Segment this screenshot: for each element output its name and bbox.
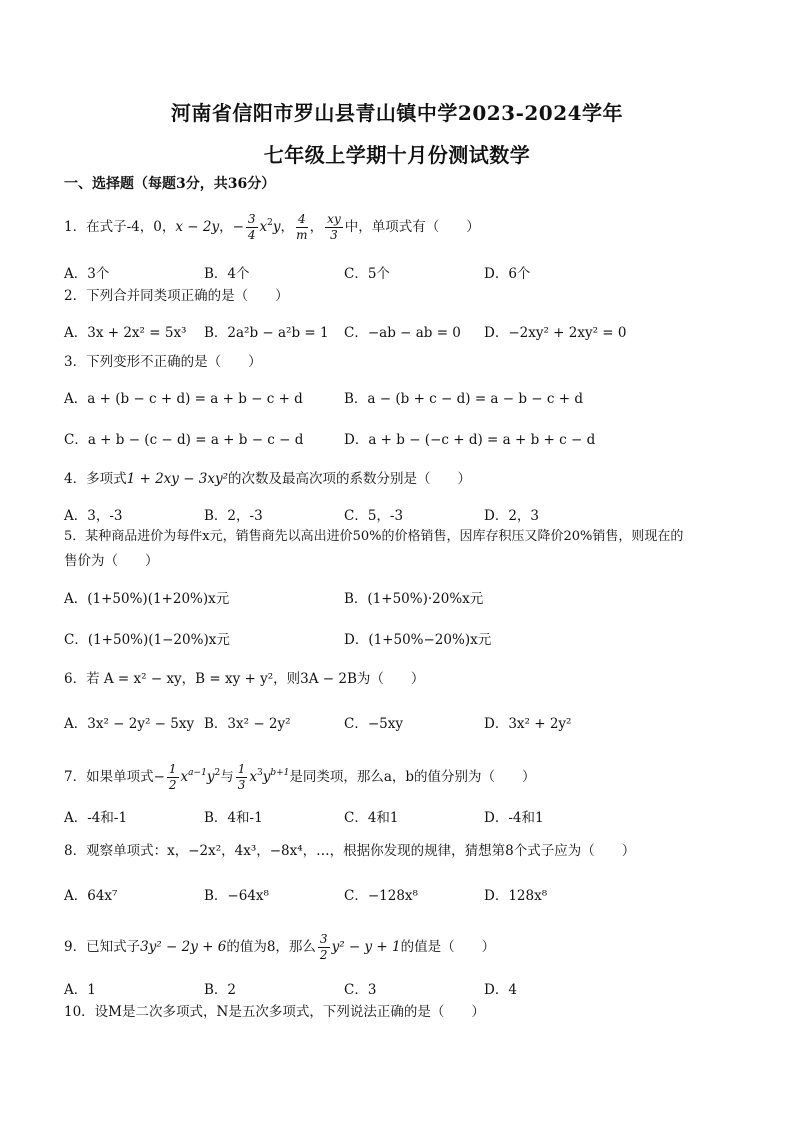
question-5-line-1: 5．某种商品进价为每件x元，销售商先以高出进价50%的价格销售，因库存积压又降价20%销售，则现在的 [64, 529, 684, 544]
title-line-1: 河南省信阳市罗山县青山镇中学2023-2024学年 [170, 101, 624, 125]
q1-expr-1: x − 2y [175, 219, 220, 235]
q8-option-a: A．64x⁷ [64, 888, 118, 904]
q1-fraction-1: $\frac{3}{4}$ [247, 212, 256, 242]
q2-option-b: B．2a²b − a²b = 1 [204, 325, 329, 341]
q4-expr: 1 + 2xy − 3xy² [126, 471, 229, 487]
q4-option-a: A．3，-3 [64, 508, 123, 524]
q1-option-a: A．3个 [64, 266, 110, 282]
question-4: 4．多项式1 + 2xy − 3xy²的次数及最高次项的系数分别是（ ） [64, 471, 472, 487]
q5-option-d: D．(1+50%−20%)x元 [344, 632, 492, 648]
section-heading: 一、选择题（每题3分，共36分） [64, 176, 276, 192]
q1-prefix: 1．在式子-4，0， [64, 219, 176, 235]
q5-option-b: B．(1+50%)·20%x元 [344, 591, 484, 607]
q7-fraction-1: $\frac{1}{2}$ [168, 762, 177, 792]
q4-option-b: B．2，-3 [204, 508, 263, 524]
title-line-2: 七年级上学期十月份测试数学 [263, 143, 531, 167]
question-10: 10．设M是二次多项式，N是五次多项式，下列说法正确的是（ ） [64, 1004, 485, 1020]
q6-option-b: B．3x² − 2y² [204, 716, 291, 732]
q4-option-d: D．2，3 [484, 508, 540, 524]
q7-option-b: B．4和-1 [204, 810, 263, 826]
q5-option-a: A．(1+50%)(1+20%)x元 [64, 591, 230, 607]
q9-expr-1: 3y² − 2y + 6 [140, 939, 227, 955]
question-2: 2．下列合并同类项正确的是（ ） [64, 288, 289, 304]
q1-expr-2: $x^2y$ [259, 218, 281, 235]
q9-option-a: A．1 [64, 982, 96, 998]
q3-option-b: B．a − (b + c − d) = a − b − c + d [344, 391, 583, 407]
q9-option-d: D．4 [484, 982, 517, 998]
question-1: 1．在式子-4，0，x − 2y，− $\frac{3}{4}$ $x^2y$， $\frac{4}{m}$ ， $\frac{xy}{3}$ 中，单项式有（ ） [64, 212, 480, 242]
q1-fraction-3: $\frac{xy}{3}$ [327, 212, 341, 242]
q1-fraction-2: $\frac{4}{m}$ [296, 212, 308, 242]
question-3: 3．下列变形不正确的是（ ） [64, 354, 262, 370]
q7-option-c: C．4和1 [344, 810, 399, 826]
q6-option-a: A．3x² − 2y² − 5xy [64, 716, 195, 732]
q4-option-c: C．5，-3 [344, 508, 404, 524]
question-7: 7．如果单项式− $\frac{1}{2}$ $x^{a-1}y^2$与 $\frac{1}{3}$ $x^3y^{b+1}$是同类项，那么a，b的值分别为（ ） [64, 762, 536, 792]
q1-option-d: D．6个 [484, 266, 531, 282]
q6-option-c: C．−5xy [344, 716, 403, 732]
q5-option-c: C．(1+50%)(1−20%)x元 [64, 632, 230, 648]
q9-option-c: C．3 [344, 982, 377, 998]
q2-option-a: A．3x + 2x² = 5x³ [64, 325, 187, 341]
q3-option-d: D．a + b − (−c + d) = a + b + c − d [344, 432, 596, 448]
q9-expr-2: y² − y + 1 [331, 939, 401, 955]
q7-fraction-2: $\frac{1}{3}$ [237, 762, 246, 792]
q3-option-c: C．a + b − (c − d) = a + b − c − d [64, 432, 304, 448]
q7-option-d: D．-4和1 [484, 810, 544, 826]
q8-option-b: B．−64x⁸ [204, 888, 269, 904]
q3-option-a: A．a + (b − c + d) = a + b − c + d [64, 391, 303, 407]
q6-option-d: D．3x² + 2y² [484, 716, 572, 732]
question-8: 8．观察单项式：x，−2x²，4x³，−8x⁴，…，根据你发现的规律，猜想第8个式子应为（ ） [64, 843, 636, 859]
q9-option-b: B．2 [204, 982, 237, 998]
q1-option-b: B．4个 [204, 266, 250, 282]
q7-option-a: A．-4和-1 [64, 810, 128, 826]
question-5-line-2: 售价为（ ） [64, 553, 159, 569]
q2-option-c: C．−ab − ab = 0 [344, 325, 461, 341]
q2-option-d: D．−2xy² + 2xy² = 0 [484, 325, 627, 341]
q8-option-d: D．128x⁸ [484, 888, 548, 904]
q1-option-c: C．5个 [344, 266, 390, 282]
question-9: 9．已知式子3y² − 2y + 6的值为8，那么 $\frac{3}{2}$ y² − y + 1的值是（ ） [64, 932, 496, 962]
q1-suffix: 中，单项式有（ ） [344, 219, 480, 235]
q8-option-c: C．−128x⁸ [344, 888, 418, 904]
q9-fraction: $\frac{3}{2}$ [319, 932, 328, 962]
question-6: 6．若 A = x² − xy，B = xy + y²，则3A − 2B为（ ） [64, 671, 425, 687]
